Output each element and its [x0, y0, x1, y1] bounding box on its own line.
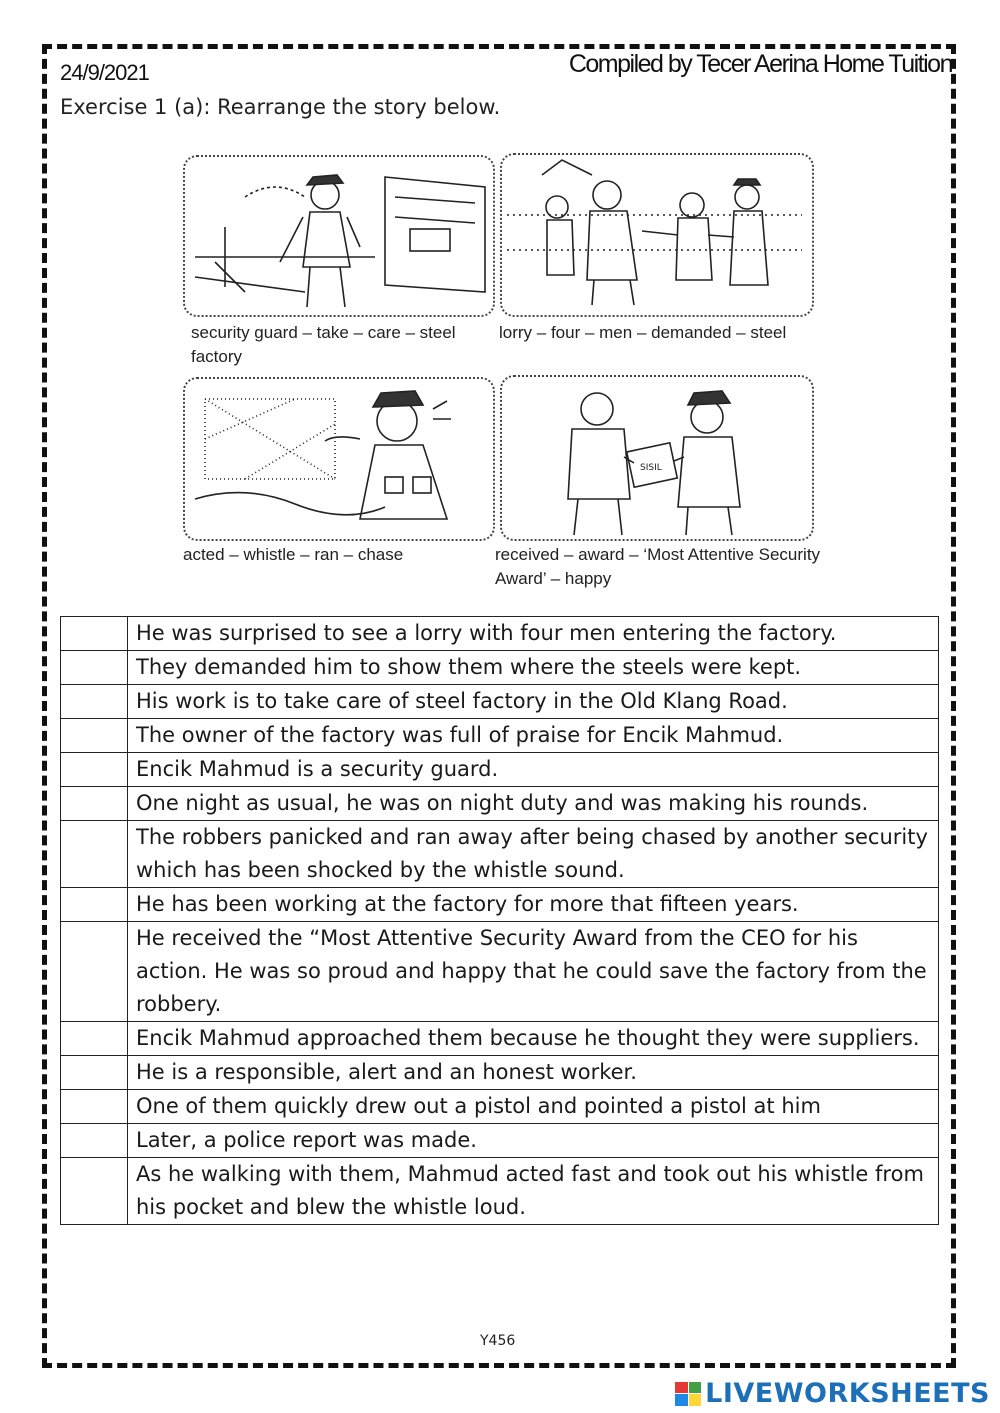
table-row: [61, 787, 939, 821]
picture-panel-robbers: [500, 153, 814, 317]
sentence-cell: Later, a police report was made.: [128, 1124, 939, 1158]
order-answer-cell[interactable]: [61, 1022, 128, 1056]
story-table: [60, 616, 939, 1225]
table-row: [61, 685, 939, 719]
sentence-cell: His work is to take care of steel factory in the Old Klang Road.: [128, 685, 939, 719]
order-answer-cell[interactable]: [61, 888, 128, 922]
caption-panel-1: security guard – take – care – steel factory: [191, 323, 456, 366]
sentence-cell: They demanded him to show them where the steels were kept.: [128, 651, 939, 685]
order-answer-cell[interactable]: [61, 1158, 128, 1225]
table-row: [61, 753, 939, 787]
table-row: [61, 1124, 939, 1158]
sentence-cell: He has been working at the factory for more that fifteen years.: [128, 888, 939, 922]
sentence-cell: One night as usual, he was on night duty and was making his rounds.: [128, 787, 939, 821]
page-code: Y456: [480, 1333, 516, 1349]
picture-panel-award: [500, 375, 814, 541]
sentence-cell: As he walking with them, Mahmud acted fast and took out his whistle from his pocket and blew the whistle loud.: [128, 1158, 939, 1225]
picture-panels: [165, 135, 835, 600]
order-answer-cell[interactable]: [61, 821, 128, 888]
logo-grid-icon: [675, 1382, 701, 1406]
table-row: [61, 821, 939, 888]
order-answer-cell[interactable]: [61, 922, 128, 1022]
sentence-cell: Encik Mahmud is a security guard.: [128, 753, 939, 787]
box-label: SISIL: [640, 463, 662, 473]
order-answer-cell[interactable]: [61, 753, 128, 787]
table-row: [61, 1090, 939, 1124]
order-answer-cell[interactable]: [61, 1090, 128, 1124]
order-answer-cell[interactable]: [61, 719, 128, 753]
caption-panel-4: received – award – ‘Most Attentive Security Award’ – happy: [495, 545, 821, 588]
liveworksheets-logo: [675, 1378, 990, 1409]
sentence-cell: Encik Mahmud approached them because he thought they were suppliers.: [128, 1022, 939, 1056]
order-answer-cell[interactable]: [61, 787, 128, 821]
date: 24/9/2021: [60, 60, 149, 85]
table-row: [61, 651, 939, 685]
picture-panel-whistle: [183, 377, 495, 541]
guard-illustration: [185, 157, 493, 315]
caption-panel-3: acted – whistle – ran – chase: [183, 545, 404, 564]
table-row: [61, 888, 939, 922]
picture-panel-guard: [183, 155, 495, 317]
compiled-by: Compiled by Tecer Aerina Home Tuition: [568, 50, 952, 78]
sentence-cell: He was surprised to see a lorry with four men entering the factory.: [128, 617, 939, 651]
table-row: [61, 922, 939, 1022]
table-row: [61, 1158, 939, 1225]
robbers-illustration: [502, 155, 812, 315]
brand-name: LIVEWORKSHEETS: [705, 1378, 990, 1409]
sentence-cell: He received the “Most Attentive Security Award from the CEO for his action. He was so proud and happy that he could save the factory from the robbery.: [128, 922, 939, 1022]
table-row: [61, 719, 939, 753]
sentence-cell: The robbers panicked and ran away after being chased by another security which has been shocked by the whistle sound.: [128, 821, 939, 888]
table-row: [61, 1022, 939, 1056]
caption-panel-2: lorry – four – men – demanded – steel: [499, 323, 787, 342]
order-answer-cell[interactable]: [61, 1124, 128, 1158]
exercise-instruction: Exercise 1 (a): Rearrange the story below.: [60, 95, 501, 119]
table-row: [61, 1056, 939, 1090]
sentence-cell: One of them quickly drew out a pistol and pointed a pistol at him: [128, 1090, 939, 1124]
order-answer-cell[interactable]: [61, 1056, 128, 1090]
table-row: [61, 617, 939, 651]
order-answer-cell[interactable]: [61, 617, 128, 651]
whistle-illustration: [185, 379, 493, 539]
award-illustration: [502, 377, 812, 539]
sentence-cell: He is a responsible, alert and an honest worker.: [128, 1056, 939, 1090]
order-answer-cell[interactable]: [61, 651, 128, 685]
sentence-cell: The owner of the factory was full of praise for Encik Mahmud.: [128, 719, 939, 753]
order-answer-cell[interactable]: [61, 685, 128, 719]
